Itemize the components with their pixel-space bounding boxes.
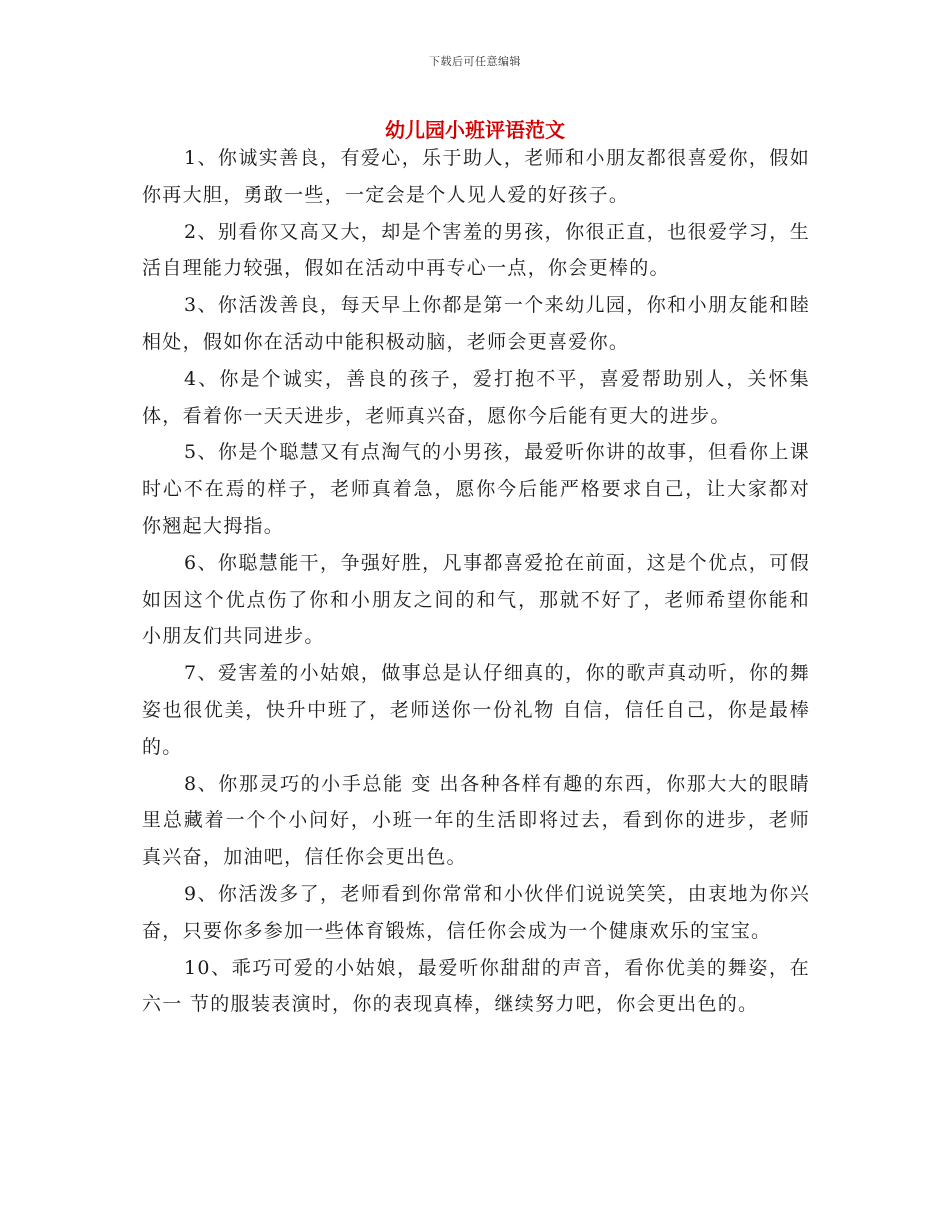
comment-paragraph-4: 4、你是个诚实，善良的孩子，爱打抱不平，喜爱帮助别人，关怀集体，看着你一天天进步，老师真兴奋，愿你今后能有更大的进步。	[142, 367, 810, 427]
comment-paragraph-5: 5、你是个聪慧又有点淘气的小男孩，最爱听你讲的故事，但看你上课时心不在焉的样子，老师真着急，愿你今后能严格要求自己，让大家都对你翘起大拇指。	[142, 441, 810, 537]
header-note: 下载后可任意编辑	[429, 55, 521, 68]
document-title: 幼儿园小班评语范文	[385, 118, 565, 142]
comment-paragraph-9: 9、你活泼多了，老师看到你常常和小伙伴们说说笑笑，由衷地为你兴奋，只要你多参加一些体育锻炼，信任你会成为一个健康欢乐的宝宝。	[142, 882, 810, 942]
comment-paragraph-8: 8、你那灵巧的小手总能 变 出各种各样有趣的东西，你那大大的眼睛里总藏着一个个小问好，小班一年的生活即将过去，看到你的进步，老师真兴奋，加油吧，信任你会更出色。	[142, 772, 810, 869]
comment-paragraph-6: 6、你聪慧能干，争强好胜，凡事都喜爱抢在前面，这是个优点，可假如因这个优点伤了你和小朋友之间的和气，那就不好了，老师希望你能和小朋友们共同进步。	[142, 551, 810, 648]
comment-paragraph-2: 2、别看你又高又大，却是个害羞的男孩，你很正直，也很爱学习，生活自理能力较强，假如在活动中再专心一点，你会更棒的。	[142, 220, 810, 280]
comment-paragraph-10: 10、乖巧可爱的小姑娘，最爱听你甜甜的声音，看你优美的舞姿，在 六一 节的服装表演时，你的表现真棒，继续努力吧，你会更出色的。	[142, 956, 810, 1016]
comment-paragraph-1: 1、你诚实善良，有爱心，乐于助人，老师和小朋友都很喜爱你，假如你再大胆，勇敢一些，一定会是个人见人爱的好孩子。	[142, 147, 810, 206]
comment-paragraph-7: 7、爱害羞的小姑娘，做事总是认仔细真的，你的歌声真动听，你的舞姿也很优美，快升中班了，老师送你一份礼物 自信，信任自己，你是最棒的。	[142, 662, 810, 758]
document-body	[142, 140, 810, 1023]
comment-paragraph-3: 3、你活泼善良，每天早上你都是第一个来幼儿园，你和小朋友能和睦相处，假如你在活动中能积极动脑，老师会更喜爱你。	[142, 294, 810, 353]
